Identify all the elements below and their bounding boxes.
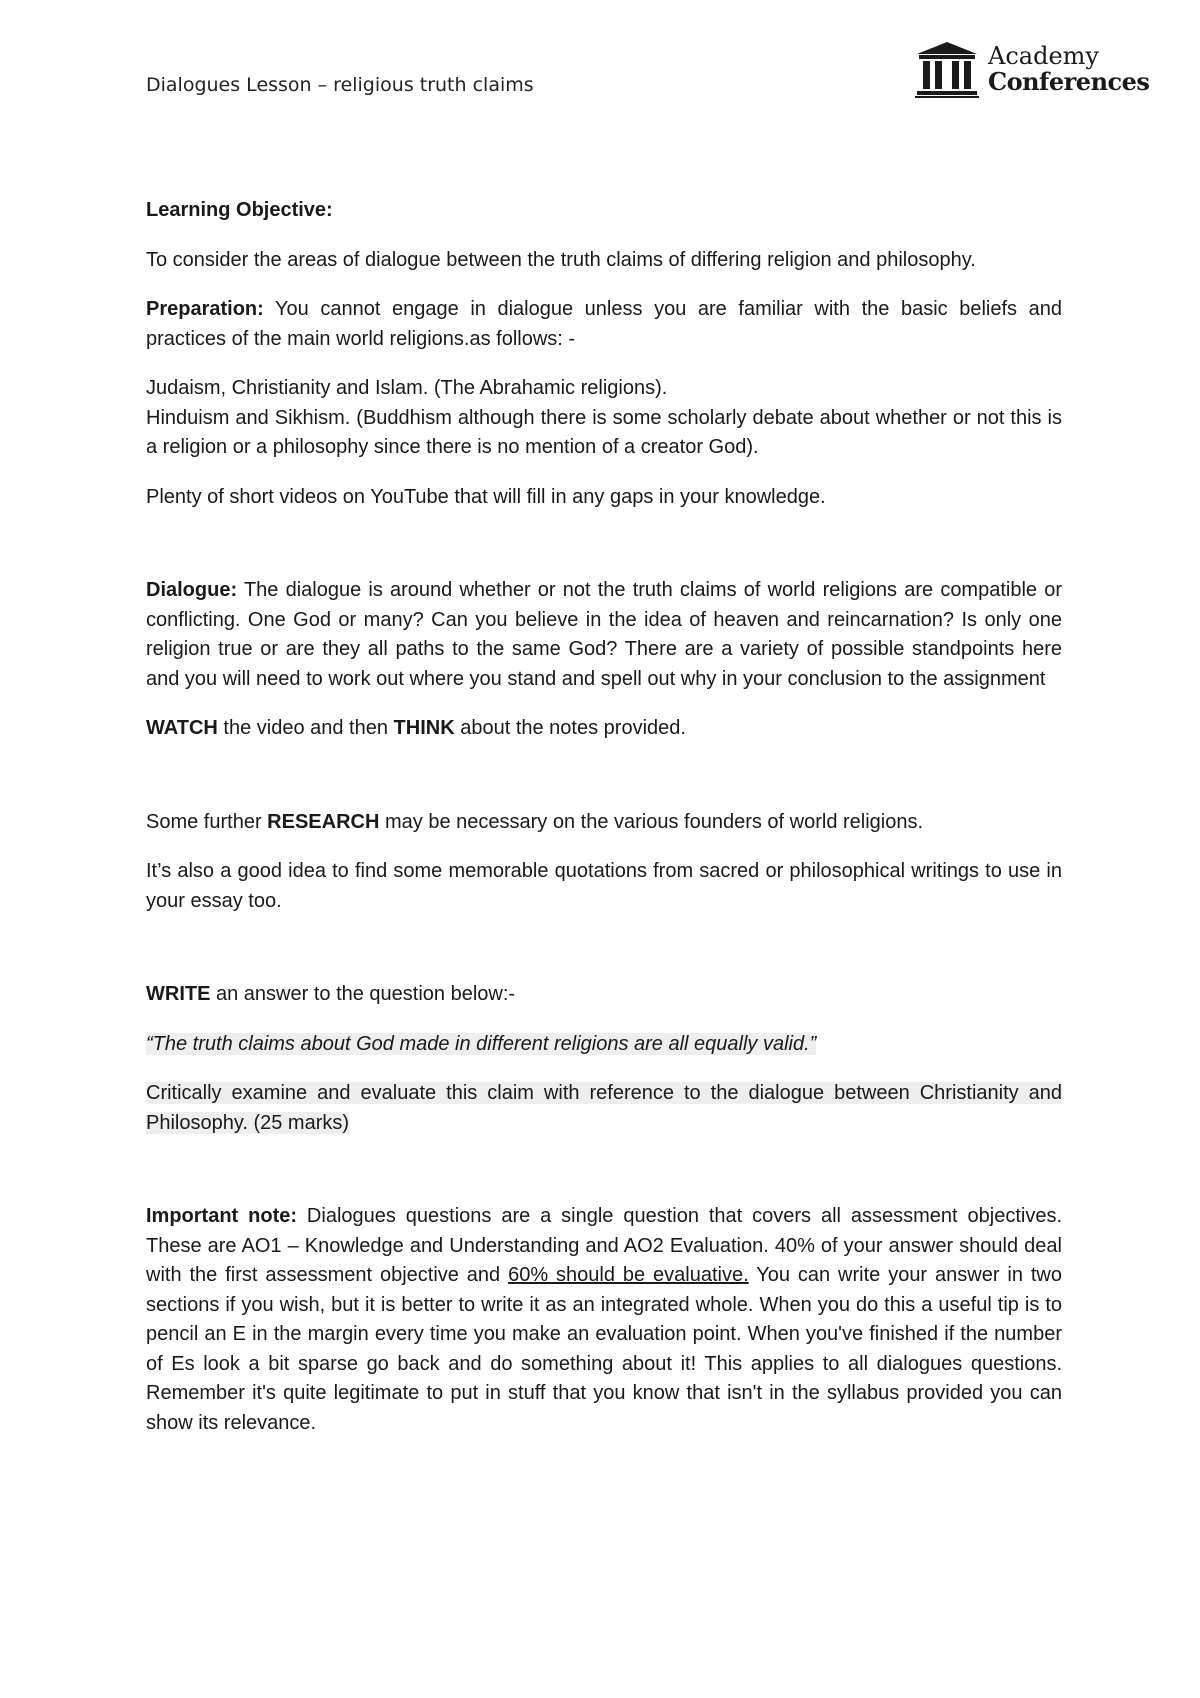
write-instruction: WRITE an answer to the question below:- [146, 983, 516, 1005]
logo-text-conferences: Conferences [988, 67, 1150, 96]
abrahamic-religions-line: Judaism, Christianity and Islam. (The Abrahamic religions). [146, 377, 668, 399]
essay-question-quote: “The truth claims about God made in different religions are all equally valid.” [146, 1032, 817, 1055]
preparation-label: Preparation: [146, 298, 264, 320]
document-header-title: Dialogues Lesson – religious truth claims [146, 74, 534, 96]
youtube-videos-text: Plenty of short videos on YouTube that will fill in any gaps in your knowledge. [146, 485, 826, 508]
academy-conferences-logo [915, 40, 1150, 102]
dialogue-label: Dialogue: [146, 579, 238, 601]
preparation-paragraph: Preparation: You cannot engage in dialogue unless you are familiar with the basic beliefs and practices of the main world religions.as follows: - [146, 298, 1062, 350]
learning-objective-heading: Learning Objective: [146, 199, 333, 221]
quotations-advice: It’s also a good idea to find some memorable quotations from sacred or philosophical writings to use in your essay too. [146, 860, 1062, 912]
essay-question-task: Critically examine and evaluate this claim with reference to the dialogue between Christianity and Philosophy. (25 marks) [146, 1082, 1062, 1134]
research-instruction: Some further RESEARCH may be necessary on the various founders of world religions. [146, 810, 924, 833]
evaluative-percentage-underlined: 60% should be evaluative. [508, 1264, 749, 1286]
learning-objective-text: To consider the areas of dialogue between the truth claims of differing religion and philosophy. [146, 248, 976, 271]
important-note-label: Important note: [146, 1205, 298, 1227]
document-body [146, 196, 1062, 1458]
important-note-paragraph: Important note: Dialogues questions are a single question that covers all assessment objectives. These are AO1 – Knowledge and Understanding and AO2 Evaluation. 40% of your answer should deal with the first assessment objective and 60% should be evaluative. You can write your answer in two sections if you wish, but it is better to write it as an integrated whole. When you do this a useful tip is to pencil an E in the margin every time you make an evaluation point. When you've finished if the number of Es look a bit sparse go back and do something about it! This applies to all dialogues questions. Remember it's quite legitimate to put in stuff that you know that isn't in the syllabus provided you can show its relevance. [146, 1205, 1063, 1434]
logo-text-academy: Academy [988, 42, 1099, 70]
dialogue-paragraph: Dialogue: The dialogue is around whether or not the truth claims of world religions are compatible or conflicting. One God or many? Can you believe in the idea of heaven and reincarnation? Is only one religion true or are they all paths to the same God? There are a variety of possible standpoints here and you will need to work out where you stand and spell out why in your conclusion to the assignment [146, 579, 1062, 690]
watch-think-instruction: WATCH the video and then THINK about the notes provided. [146, 717, 686, 739]
religions-paragraph [146, 374, 1062, 463]
building-columns-icon [915, 42, 979, 98]
dharmic-religions-line: Hinduism and Sikhism. (Buddhism although there is some scholarly debate about whether or not this is a religion or a philosophy since there is no mention of a creator God). [146, 406, 1062, 458]
